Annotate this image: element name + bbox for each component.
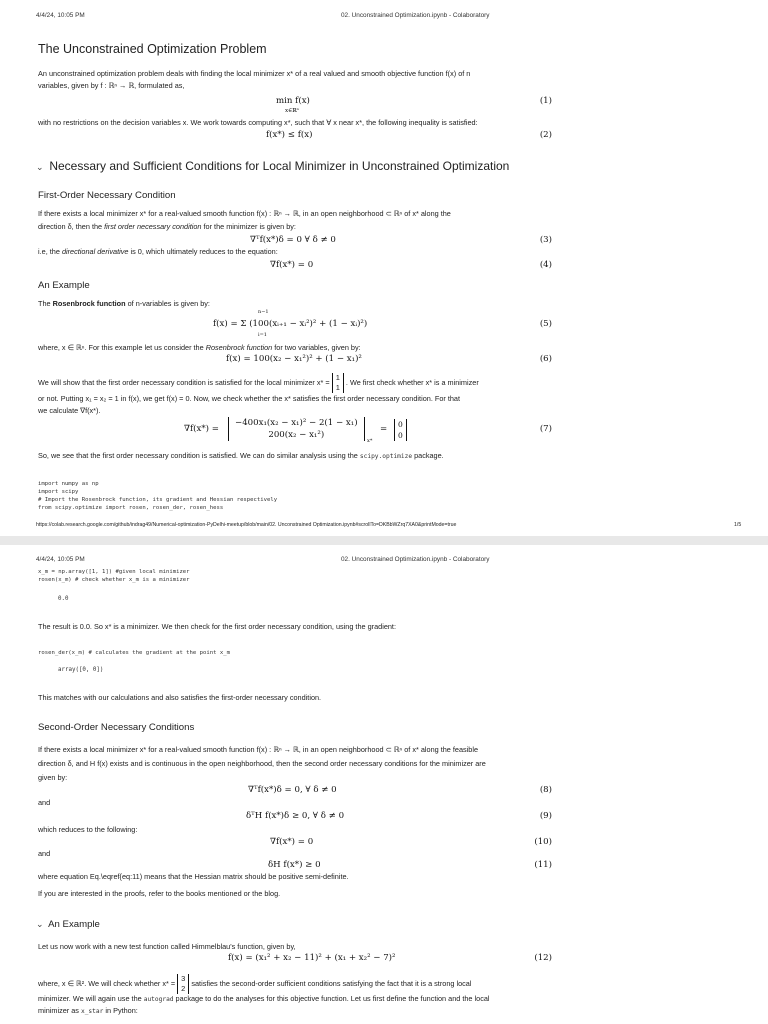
equation-7-matrix: −400x₁(x₂ − x₁)² − 2(1 − x₁) 200(x₂ − x₁²) — [228, 417, 365, 441]
equation-1-number: (1) — [539, 96, 552, 106]
himmelblau-line-3: minimizer. We will again use the autograd package to do the analyses for this objective function. Let us first define the function and the local — [38, 994, 490, 1003]
equation-7-subscript: x* — [367, 438, 373, 444]
print-page-2 — [0, 545, 768, 1024]
equation-7-number: (7) — [539, 424, 552, 434]
himmelblau-line-4: minimizer as x_star in Python: — [38, 1006, 138, 1015]
second-order-line-2: direction δ, and H f(x) exists and is continuous in the open neighborhood, then the second order necessary conditions for the minimizer are — [38, 759, 486, 768]
equation-11: δH f(x*) ≥ 0 — [268, 860, 321, 870]
equation-10: ∇f(x*) = 0 — [270, 837, 314, 847]
equation-12-number: (12) — [534, 953, 552, 963]
second-order-heading: Second-Order Necessary Conditions — [38, 722, 195, 733]
and-text-1: and — [38, 798, 51, 807]
equation-8: ∇ᵀf(x*)δ = 0, ∀ δ ≠ 0 — [248, 785, 337, 795]
example-2-heading[interactable]: ⌄ An Example — [36, 919, 100, 930]
second-order-line-1: If there exists a local minimizer x* for a real-valued smooth function f(x) : ℝⁿ → ℝ, in an open neighborhood ⊂ ℝⁿ of x* along the feasible — [38, 745, 479, 754]
print-datetime-2: 4/4/24, 10:05 PM — [36, 556, 85, 563]
section-necessary-sufficient[interactable]: ⌄ Necessary and Sufficient Conditions for Local Minimizer in Unconstrained Optimization — [36, 159, 510, 173]
intro-line-1: An unconstrained optimization problem deals with finding the local minimizer x* of a real valued and smooth objective function f(x) of n — [38, 69, 471, 78]
equation-5: f(x) = Σ (100(xᵢ₊₁ − xᵢ²)² + (1 − xᵢ)²) — [213, 319, 368, 329]
first-order-line-1: If there exists a local minimizer x* for a real-valued smooth function f(x) : ℝⁿ → ℝ, in an open neighborhood ⊂ ℝⁿ of x* along the — [38, 209, 451, 218]
equation-6-number: (6) — [539, 354, 552, 364]
example-line-2: where, x ∈ ℝⁿ. For this example let us consider the Rosenbrock function for two variables, given by: — [38, 343, 361, 352]
equation-6: f(x) = 100(x₂ − x₁²)² + (1 − x₁)² — [226, 354, 362, 364]
equation-9-number: (9) — [539, 811, 552, 821]
print-doc-title: 02. Unconstrained Optimization.ipynb - Colaboratory — [341, 12, 490, 19]
equation-11-number: (11) — [534, 860, 552, 870]
page-title: The Unconstrained Optimization Problem — [38, 42, 267, 56]
equation-12: f(x) = (x₁² + x₂ − 11)² + (x₁ + x₂² − 7)² — [228, 953, 396, 963]
first-order-line-2: direction δ, then the first order necessary condition for the minimizer is given by: — [38, 222, 296, 231]
print-doc-title-2: 02. Unconstrained Optimization.ipynb - Colaboratory — [341, 556, 490, 563]
second-order-line-3: given by: — [38, 773, 68, 782]
equation-2-number: (2) — [539, 130, 552, 140]
and-text-2: and — [38, 849, 51, 858]
equation-5-top: n−1 — [258, 309, 269, 315]
equation-5-number: (5) — [539, 319, 552, 329]
code-cell-imports[interactable]: import numpy as np import scipy # Import the Rosenbrock function, its gradient and Hessian respectively from scipy.optimize import rosen, rosen_der, rosen_hess — [38, 481, 278, 511]
equation-7-lhs: ∇f(x*) = — [184, 424, 219, 434]
example-line-5: we calculate ∇f(x*). — [38, 406, 101, 415]
equation-5-bottom: i=1 — [258, 332, 267, 338]
matrix-xstar-himmelblau: 3 2 — [177, 974, 189, 994]
hessian-note: where equation Eq.\eqref{eq:11) means that the Hessian matrix should be positive semi-definite. — [38, 872, 349, 881]
print-datetime: 4/4/24, 10:05 PM — [36, 12, 85, 19]
equation-1-subscript: x∈ℝⁿ — [285, 108, 300, 114]
equation-2: f(x*) ≤ f(x) — [266, 130, 313, 140]
conclusion-text: So, we see that the first order necessary condition is satisfied. We can do similar analysis using the scipy.optimize package. — [38, 451, 444, 460]
example-line-1: The Rosenbrock function of n-variables is given by: — [38, 299, 210, 308]
himmelblau-line-1: Let us now work with a new test function called Himmelblau's function, given by, — [38, 942, 296, 951]
page-gap — [0, 536, 768, 545]
equation-4: ∇f(x*) = 0 — [270, 260, 314, 270]
matrix-grad-zero: 0 0 — [394, 419, 407, 441]
output-gradient: array([0, 0]) — [58, 667, 104, 673]
chevron-down-icon[interactable]: ⌄ — [36, 919, 44, 929]
proofs-note: If you are interested in the proofs, refer to the books mentioned or the blog. — [38, 889, 281, 898]
equation-1: min f(x) — [276, 96, 310, 106]
equation-9: δᵀH f(x*)δ ≥ 0, ∀ δ ≠ 0 — [246, 811, 345, 821]
intro-line-2: variables, given by f : ℝⁿ → ℝ, formulated as, — [38, 81, 185, 90]
first-order-line-3: i.e, the directional derivative is 0, which ultimately reduces to the equation: — [38, 247, 278, 256]
matrix-xstar-rosen: 1 1 — [332, 373, 344, 393]
first-order-heading: First-Order Necessary Condition — [38, 190, 176, 201]
example-line-4: or not. Putting x₁ = x₂ = 1 in f(x), we get f(x) = 0. Now, we check whether the x* satisfies the first order necessary condition. For that — [38, 394, 461, 403]
equation-4-number: (4) — [539, 260, 552, 270]
equation-3: ∇ᵀf(x*)δ = 0 ∀ δ ≠ 0 — [250, 235, 336, 245]
code-cell-minimizer[interactable]: x_m = np.array([1, 1]) #given local minimizer rosen(x_m) # check whether x_m is a minimizer — [38, 569, 190, 583]
code-cell-gradient[interactable]: rosen_der(x_m) # calculates the gradient at the point x_m — [38, 650, 230, 656]
himmelblau-line-2: where, x ∈ ℝ². We will check whether x* = 3 2 satisfies the second-order sufficient conditions satisfying the fact that it is a strong local — [38, 974, 472, 993]
equation-10-number: (10) — [534, 837, 552, 847]
after-eq1-text: with no restrictions on the decision variables x. We work towards computing x*, such that ∀ x near x*, the following inequality is satisfied: — [38, 118, 478, 127]
print-footer-url: https://colab.research.google.com/github/indrag49/Numerical-optimization-PyDelhi-meetup/blob/main/02. Unconstrained Optimization.ipynb#scrollTo=DKBbWZrq7XA0&printMode=true — [36, 522, 457, 528]
chevron-down-icon[interactable]: ⌄ — [36, 162, 44, 172]
output-rosen: 0.0 — [58, 596, 69, 602]
result-text: The result is 0.0. So x* is a minimizer. We then check for the first order necessary condition, using the gradient: — [38, 622, 396, 631]
reduces-text: which reduces to the following: — [38, 825, 138, 834]
equation-3-number: (3) — [539, 235, 552, 245]
equation-7-equals: = — [380, 424, 388, 434]
print-footer-page: 1/5 — [734, 522, 742, 528]
match-text: This matches with our calculations and also satisfies the first-order necessary condition. — [38, 693, 322, 702]
example-line-3: We will show that the first order necessary condition is satisfied for the local minimizer x* = 1 1 . We first check whether x* is a minimizer — [38, 373, 479, 392]
example-heading: An Example — [38, 280, 90, 291]
equation-8-number: (8) — [539, 785, 552, 795]
